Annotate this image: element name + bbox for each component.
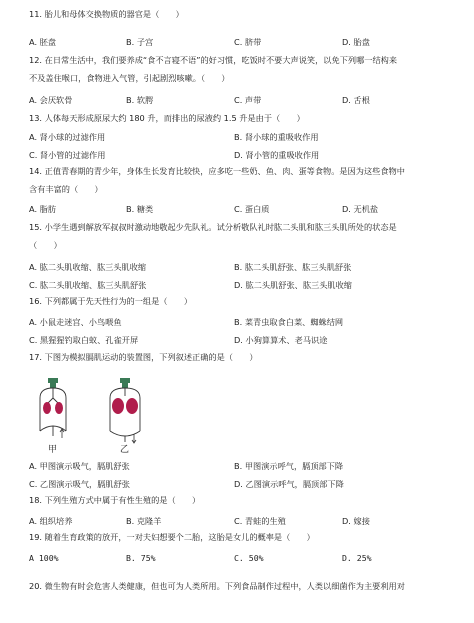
- option-d[interactable]: D. 无机盐: [342, 204, 379, 214]
- option-c[interactable]: C. 声带: [234, 95, 262, 105]
- question-number: 17.: [29, 352, 43, 362]
- question-stem-line-2: （ ）: [29, 240, 62, 250]
- options-17-row-1: [29, 460, 469, 473]
- option-b[interactable]: B. 甲图演示呼气，膈顶部下降: [234, 461, 344, 471]
- options-15-row-2: [29, 279, 469, 292]
- option-d[interactable]: D. 舌根: [342, 95, 370, 105]
- option-b[interactable]: B. 糖类: [126, 204, 154, 214]
- question-stem: 人体每天形成原尿大约 180 升，而排出的尿液约 1.5 升是由于（ ）: [44, 113, 305, 123]
- option-d[interactable]: D. 25%: [342, 553, 372, 563]
- lung-balloon-right: [55, 402, 63, 414]
- lung-balloon-left: [43, 402, 51, 414]
- lung-balloon-left: [112, 398, 124, 414]
- diaphragm-model-diagram: [38, 376, 178, 456]
- option-d[interactable]: D. 小狗算算术、老马识途: [234, 335, 328, 345]
- question-stem: 胎儿和母体交换物质的器官是（ ）: [44, 9, 184, 19]
- bronchus-right: [53, 398, 58, 403]
- option-a[interactable]: A 100%: [29, 553, 59, 563]
- question-stem-line-1: 小学生遇到解放军叔叔时激动地敬起少先队礼。试分析敬队礼时肱二头肌和肱三头肌所处的状态是: [44, 222, 397, 232]
- option-c[interactable]: C. 肱二头肌收缩、肱三头肌舒张: [29, 280, 147, 290]
- options-17-row-2: [29, 478, 469, 491]
- question-12-continued: [29, 70, 465, 88]
- option-d[interactable]: D. 嫁接: [342, 516, 370, 526]
- bottle-neck: [50, 383, 56, 388]
- apparatus-jia: [40, 378, 66, 438]
- question-number: 16.: [29, 296, 43, 306]
- question-number: 11.: [29, 9, 43, 19]
- question-stem-line-1: 在日常生活中，我们要养成“食不言寝不语”的好习惯，吃饭时不要大声说笑，以免下列哪一结构来: [44, 55, 398, 65]
- question-number: 18.: [29, 495, 43, 505]
- question-18: [29, 492, 465, 510]
- option-a[interactable]: A. 甲图演示吸气，膈肌舒张: [29, 461, 130, 471]
- question-15-continued: [29, 237, 465, 255]
- question-number: 13.: [29, 113, 43, 123]
- question-stem: 下列都属于先天性行为的一组是（ ）: [44, 296, 193, 306]
- question-14: [29, 163, 465, 181]
- question-number: 14.: [29, 166, 43, 176]
- options-12: [29, 94, 469, 107]
- question-stem: 下图为模拟膈肌运动的装置图，下列叙述正确的是（ ）: [44, 352, 258, 362]
- question-15: [29, 219, 465, 237]
- options-19: [29, 552, 469, 565]
- apparatus-yi: [110, 378, 140, 443]
- question-stem-line-2: 含有丰富的（ ）: [29, 184, 103, 194]
- options-16-row-1: [29, 316, 469, 329]
- option-b[interactable]: B. 子宫: [126, 37, 154, 47]
- option-b[interactable]: B. 克隆羊: [126, 516, 162, 526]
- option-b[interactable]: B. 肾小球的重吸收作用: [234, 132, 319, 142]
- option-b[interactable]: B. 菜青虫取食白菜、蜘蛛结网: [234, 317, 344, 327]
- question-16: [29, 293, 465, 311]
- bronchus-left: [48, 398, 53, 403]
- question-17: [29, 349, 465, 367]
- option-b[interactable]: B. 软腭: [126, 95, 154, 105]
- option-a[interactable]: A. 组织培养: [29, 516, 73, 526]
- option-a[interactable]: A. 脂肪: [29, 204, 57, 214]
- question-11: [29, 6, 465, 24]
- question-stem: 微生物有时会危害人类健康，但也可为人类所用。下列食品制作过程中，人类以细菌作为主要利用对: [44, 581, 405, 591]
- question-13: [29, 110, 465, 128]
- option-c[interactable]: C. 脐带: [234, 37, 262, 47]
- option-b[interactable]: B. 75%: [126, 553, 156, 563]
- options-13-row-1: [29, 131, 469, 144]
- question-number: 20.: [29, 581, 43, 591]
- option-c[interactable]: C. 蛋白质: [234, 204, 270, 214]
- option-c[interactable]: C. 青蛙的生殖: [234, 516, 286, 526]
- question-20: [29, 578, 465, 596]
- question-number: 15.: [29, 222, 43, 232]
- option-d[interactable]: D. 肱二头肌舒张、肱三头肌收缩: [234, 280, 352, 290]
- question-14-continued: [29, 181, 465, 199]
- options-14: [29, 203, 469, 216]
- bottle-neck: [122, 383, 128, 388]
- option-c[interactable]: C. 50%: [234, 553, 264, 563]
- option-a[interactable]: A. 会厌软骨: [29, 95, 73, 105]
- bottle-cap: [48, 378, 58, 383]
- options-13-row-2: [29, 149, 469, 162]
- option-c[interactable]: C. 黑猩猩钓取白蚁、孔雀开屏: [29, 335, 139, 345]
- question-19: [29, 529, 465, 547]
- question-stem: 随着生育政策的放开，一对夫妇想要个二胎，这胎是女儿的概率是（ ）: [44, 532, 315, 542]
- option-b[interactable]: B. 肱二头肌舒张、肱三头肌舒张: [234, 262, 352, 272]
- option-d[interactable]: D. 胎盘: [342, 37, 370, 47]
- option-a[interactable]: A. 肾小球的过滤作用: [29, 132, 106, 142]
- question-stem: 下列生殖方式中属于有性生殖的是（ ）: [44, 495, 201, 505]
- options-11: [29, 36, 469, 49]
- bottle-cap: [120, 378, 130, 383]
- question-12: [29, 52, 465, 70]
- option-d[interactable]: D. 乙图演示呼气，膈顶部下降: [234, 479, 344, 489]
- question-number: 19.: [29, 532, 43, 542]
- options-16-row-2: [29, 334, 469, 347]
- lung-balloon-right: [126, 398, 138, 414]
- diaphragm-membrane: [110, 431, 140, 436]
- option-a[interactable]: A. 肱二头肌收缩、肱三头肌收缩: [29, 262, 147, 272]
- question-stem-line-2: 不及盖住喉口，食物进入气管，引起剧烈咳嗽。（ ）: [29, 73, 230, 83]
- question-number: 12.: [29, 55, 43, 65]
- option-a[interactable]: A. 胚盘: [29, 37, 57, 47]
- question-stem-line-1: 正值青春期的青少年，身体生长发育比较快，应多吃一些奶、鱼、肉、蛋等食物。是因为这些食物中: [44, 166, 405, 176]
- label-yi: 乙: [120, 445, 130, 455]
- label-jia: 甲: [48, 445, 58, 455]
- options-18: [29, 515, 469, 528]
- option-c[interactable]: C. 乙图演示吸气，膈肌舒张: [29, 479, 130, 489]
- option-c[interactable]: C. 肾小管的过滤作用: [29, 150, 106, 160]
- option-a[interactable]: A. 小鼠走迷宫、小鸟喂鱼: [29, 317, 122, 327]
- option-d[interactable]: D. 肾小管的重吸收作用: [234, 150, 320, 160]
- options-15-row-1: [29, 261, 469, 274]
